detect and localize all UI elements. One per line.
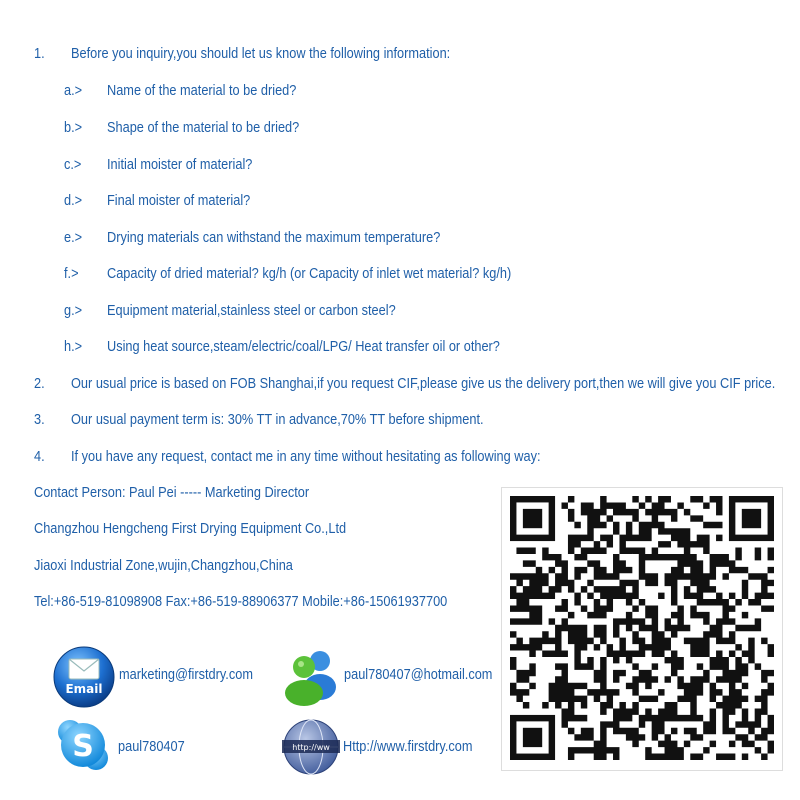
msn-messenger-icon	[280, 645, 342, 707]
subitem-c-letter: c.>	[64, 157, 82, 173]
qr-finder-bottom-left	[510, 715, 555, 760]
item-1-text: Before you inquiry,you should let us know the following information:	[71, 46, 451, 62]
qr-code	[501, 487, 783, 771]
qr-finder-top-left	[510, 496, 555, 541]
subitem-d-text: Final moister of material?	[107, 193, 251, 209]
subitem-g-text: Equipment material,stainless steel or carbon steel?	[107, 303, 396, 319]
subitem-e-letter: e.>	[64, 230, 83, 246]
subitem-h-letter: h.>	[64, 339, 83, 355]
subitem-h-text: Using heat source,steam/electric/coal/LPG/ Heat transfer oil or other?	[107, 339, 500, 355]
subitem-a-letter: a.>	[64, 83, 83, 99]
company-name: Changzhou Hengcheng First Drying Equipment Co.,Ltd	[34, 521, 347, 537]
item-3-number: 3.	[34, 412, 45, 428]
item-4-number: 4.	[34, 449, 45, 465]
subitem-b-text: Shape of the material to be dried?	[107, 120, 300, 136]
skype-id[interactable]: paul780407	[118, 739, 185, 755]
website-url[interactable]: Http://www.firstdry.com	[343, 739, 473, 755]
skype-icon	[56, 718, 110, 772]
address: Jiaoxi Industrial Zone,wujin,Changzhou,China	[34, 558, 293, 574]
subitem-d-letter: d.>	[64, 193, 83, 209]
email-icon	[52, 645, 116, 709]
item-1-number: 1.	[34, 46, 45, 62]
svg-text:Email: Email	[65, 682, 103, 696]
item-4-text: If you have any request, contact me in any time without hesitating as following way:	[71, 449, 541, 465]
svg-text:http://ww: http://ww	[292, 743, 330, 752]
item-2-number: 2.	[34, 376, 45, 392]
contact-person: Contact Person: Paul Pei ----- Marketing Director	[34, 485, 310, 501]
subitem-f-text: Capacity of dried material? kg/h (or Capacity of inlet wet material? kg/h)	[107, 266, 512, 282]
subitem-e-text: Drying materials can withstand the maximum temperature?	[107, 230, 441, 246]
item-2-text: Our usual price is based on FOB Shanghai,if you request CIF,please give us the delivery port,then we will give you CIF price.	[71, 376, 776, 392]
phone-numbers: Tel:+86-519-81098908 Fax:+86-519-88906377 Mobile:+86-15061937700	[34, 594, 448, 610]
globe-icon	[282, 718, 340, 776]
subitem-b-letter: b.>	[64, 120, 83, 136]
email-address[interactable]: marketing@firstdry.com	[119, 667, 253, 683]
subitem-c-text: Initial moister of material?	[107, 157, 253, 173]
item-3-text: Our usual payment term is: 30% TT in advance,70% TT before shipment.	[71, 412, 484, 428]
qr-finder-top-right	[729, 496, 774, 541]
svg-text:S: S	[72, 729, 94, 764]
msn-address[interactable]: paul780407@hotmail.com	[344, 667, 493, 683]
subitem-a-text: Name of the material to be dried?	[107, 83, 297, 99]
subitem-g-letter: g.>	[64, 303, 83, 319]
subitem-f-letter: f.>	[64, 266, 79, 282]
